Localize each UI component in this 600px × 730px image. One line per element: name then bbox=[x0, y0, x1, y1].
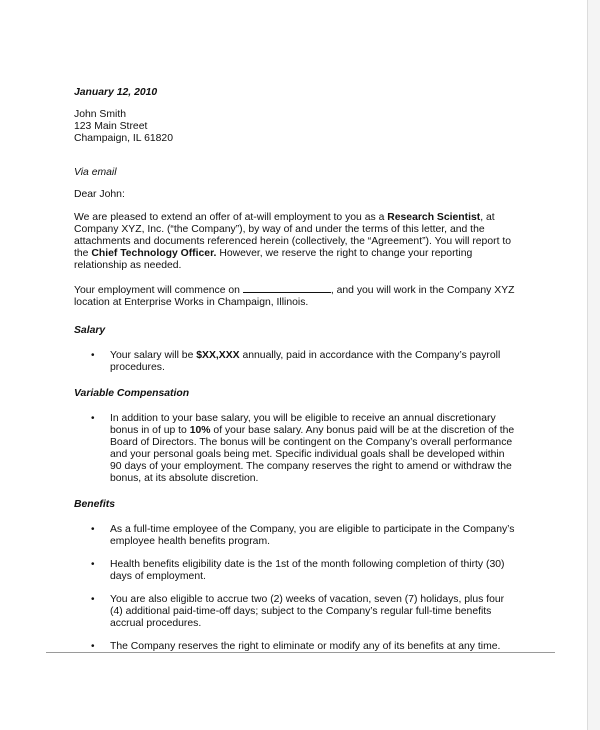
bonus-percent: 10% bbox=[189, 425, 211, 436]
bonus-text: In addition to your base salary, you will be eligible to receive an annual discretionary bonus in of up to bbox=[110, 413, 496, 436]
offer-text: We are pleased to extend an offer of at-will employment to you as a bbox=[74, 212, 388, 223]
job-title: Research Scientist bbox=[387, 212, 481, 223]
address-line: Champaign, IL 61820 bbox=[74, 133, 173, 144]
start-text: Your employment will commence on bbox=[74, 285, 243, 296]
salary-text: Your salary will be bbox=[110, 350, 197, 361]
salary-text: annually, paid in accordance with the Company’s payroll procedures. bbox=[110, 350, 501, 373]
bonus-text: of your base salary. Any bonus paid will be at the discretion of the Board of Directors. The bonus will be contingent on the Company’s overall performance and your personal goals being met. Specific individual goals shall be developed within 90 days of your employment. The company reserves the right to amend or withdraw the bonus, at its absolute discretion. bbox=[110, 425, 515, 484]
manager-title: Chief Technology Officer. bbox=[91, 248, 217, 259]
list-item bbox=[74, 559, 516, 583]
list-item bbox=[74, 413, 516, 485]
page-gutter bbox=[587, 0, 600, 730]
delivery-method: Via email bbox=[74, 167, 117, 178]
start-date-blank bbox=[243, 283, 331, 293]
section-title-salary: Salary bbox=[74, 325, 106, 336]
offer-text: , at Company XYZ, Inc. (“the Company”), by way of and under the terms of this letter, and the attachments and documents referenced herein (collectively, the “Agreement”). You will report to the bbox=[74, 212, 512, 259]
benefits-list bbox=[74, 524, 516, 653]
offer-text: However, we reserve the right to change your reporting relationship as needed. bbox=[74, 248, 473, 271]
offer-paragraph bbox=[74, 212, 516, 272]
start-text: , and you will work in the Company XYZ location at Enterprise Works in Champaign, Illinois. bbox=[74, 285, 515, 308]
benefit-text: As a full-time employee of the Company, you are eligible to participate in the Company’s employee health benefits program. bbox=[110, 524, 515, 547]
address-line: 123 Main Street bbox=[74, 121, 148, 132]
benefit-text: The Company reserves the right to eliminate or modify any of its benefits at any time. bbox=[110, 641, 501, 652]
address-line: John Smith bbox=[74, 109, 126, 120]
footer-divider bbox=[46, 652, 555, 653]
letter-date: January 12, 2010 bbox=[74, 87, 158, 98]
variable-compensation-list bbox=[74, 413, 516, 485]
list-item bbox=[74, 350, 516, 374]
salary-list bbox=[74, 350, 516, 374]
salutation: Dear John: bbox=[74, 189, 125, 200]
bullet-glyph: • bbox=[91, 524, 95, 535]
benefit-text: You are also eligible to accrue two (2) weeks of vacation, seven (7) holidays, plus four (4) additional paid-time-off days; subject to the Company’s regular full-time benefits accrual procedures. bbox=[110, 594, 505, 629]
offer-letter bbox=[74, 87, 516, 664]
recipient-address bbox=[74, 109, 516, 145]
list-item bbox=[74, 594, 516, 630]
bullet-glyph: • bbox=[91, 641, 95, 652]
salary-amount: $XX,XXX bbox=[196, 350, 240, 361]
section-title-variable-compensation: Variable Compensation bbox=[74, 388, 190, 399]
bullet-glyph: • bbox=[91, 413, 95, 424]
section-title-benefits: Benefits bbox=[74, 499, 115, 510]
bullet-glyph: • bbox=[91, 559, 95, 570]
bullet-glyph: • bbox=[91, 594, 95, 605]
start-date-paragraph bbox=[74, 283, 516, 309]
list-item bbox=[74, 524, 516, 548]
bullet-glyph: • bbox=[91, 350, 95, 361]
benefit-text: Health benefits eligibility date is the 1st of the month following completion of thirty (30) days of employment. bbox=[110, 559, 505, 582]
